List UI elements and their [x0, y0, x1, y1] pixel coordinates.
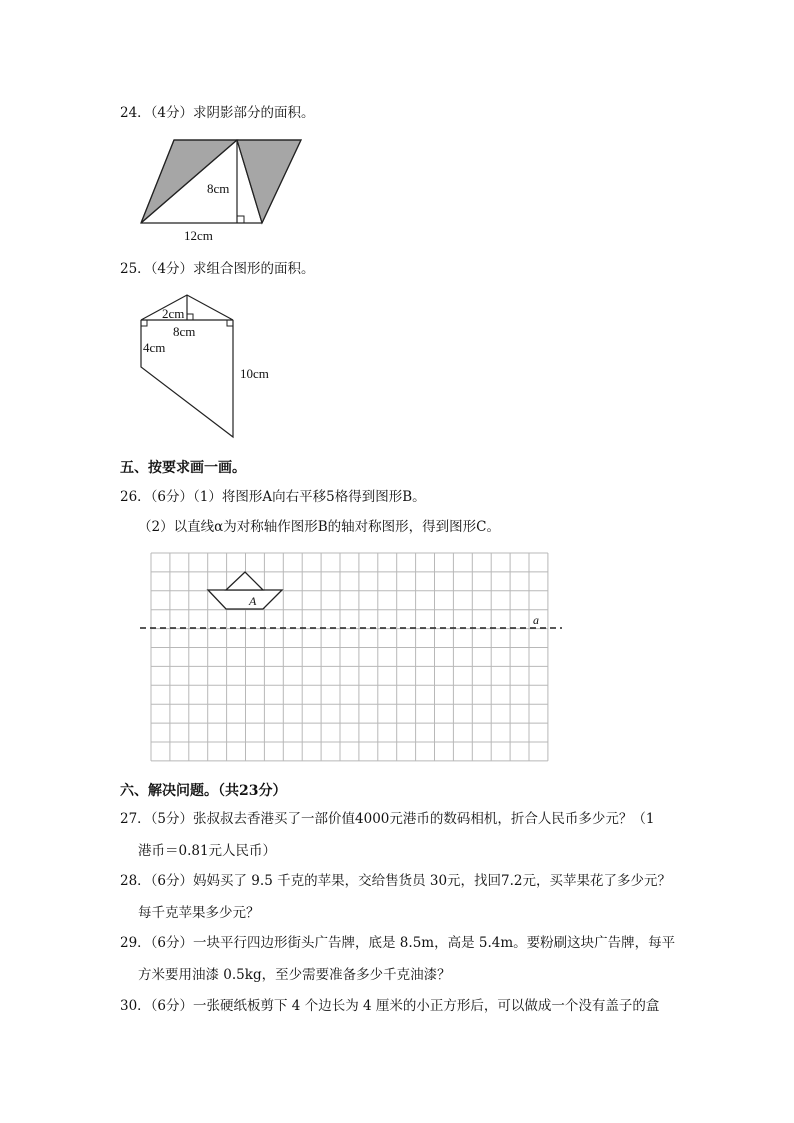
question-25: 25．（4分）求组合图形的面积。 [120, 261, 315, 277]
label-10cm: 10cm [240, 366, 269, 381]
section-5-heading: 五、按要求画一画。 [120, 460, 246, 476]
question-29-line2: 方米要用油漆 0.5kg，至少需要准备多少千克油漆？ [138, 967, 451, 983]
height-label: 8cm [207, 181, 230, 196]
axis-label: a [533, 613, 539, 627]
label-4cm: 4cm [143, 340, 166, 355]
boat-shape-a [208, 590, 282, 609]
question-28-line1: 28．（6分）妈妈买了 9.5 千克的苹果，交给售货员 30元，找回7.2元，买苹果花了多少元？ [120, 873, 672, 889]
question-24: 24．（4分）求阴影部分的面积。 [120, 105, 315, 121]
question-26-line1: 26．（6分）（1）将图形A向右平移5格得到图形B。 [120, 489, 426, 505]
grid-lines [151, 553, 548, 761]
label-8cm: 8cm [173, 324, 196, 339]
base-label: 12cm [184, 228, 213, 243]
shape-label-a: A [249, 594, 257, 608]
question-27-line2: 港币＝0.81元人民币） [138, 843, 277, 859]
question-26-line2: （2）以直线α为对称轴作图形B的轴对称图形，得到图形C。 [138, 519, 500, 535]
boat-sail [226, 572, 263, 590]
question-27-line1: 27．（5分）张叔叔去香港买了一部价值4000元港币的数码相机，折合人民币多少元？（1 [120, 811, 655, 827]
section-6-heading: 六、解决问题。（共23分） [120, 783, 287, 799]
question-28-line2: 每千克苹果多少元？ [138, 905, 260, 921]
label-2cm: 2cm [162, 306, 185, 321]
question-30-line1: 30．（6分）一张硬纸板剪下 4 个边长为 4 厘米的小正方形后，可以做成一个没有盖子的盒 [120, 998, 660, 1014]
question-29-line1: 29．（6分）一块平行四边形街头广告牌，底是 8.5m，高是 5.4m。要粉刷这块广告牌，每平 [120, 935, 676, 951]
